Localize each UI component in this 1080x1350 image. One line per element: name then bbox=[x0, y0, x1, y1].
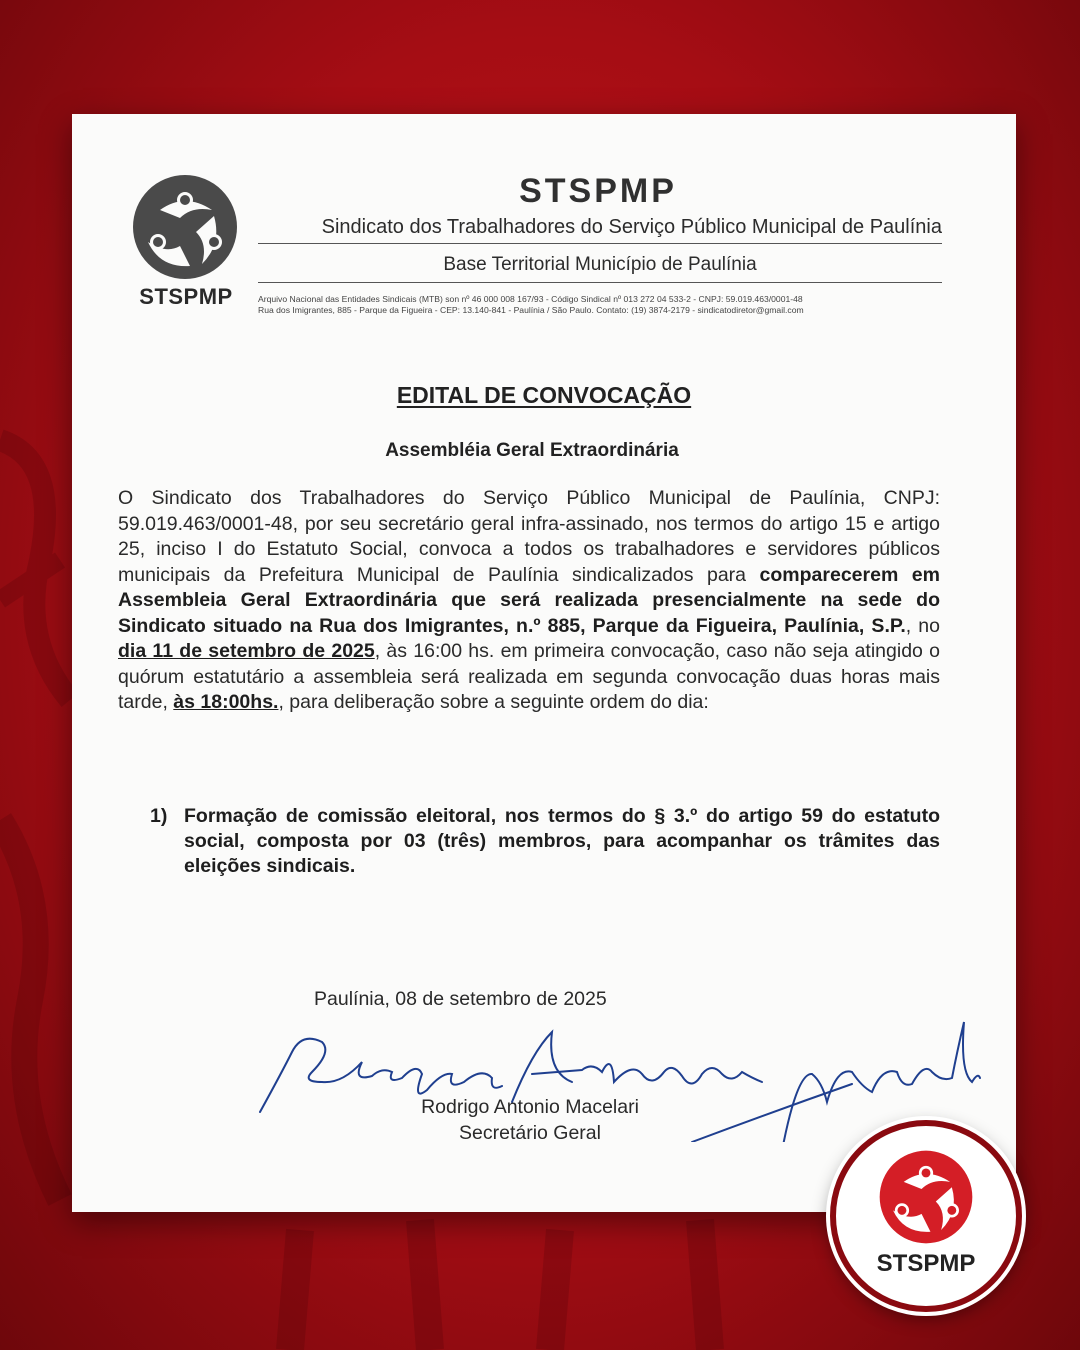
org-acronym: STSPMP bbox=[519, 172, 677, 210]
body-part-7: , para deliberação sobre a seguinte ordem do dia: bbox=[278, 691, 709, 713]
agenda-item-number: 1) bbox=[150, 805, 168, 827]
body-part-3: , no bbox=[905, 614, 940, 637]
document-title: EDITAL DE CONVOCAÇÃO bbox=[396, 382, 692, 408]
org-name: Sindicato dos Trabalhadores do Serviço Público Municipal de Paulínia bbox=[258, 216, 942, 244]
document-title-wrap bbox=[72, 382, 1016, 409]
territorial-base: Base Territorial Município de Paulínia bbox=[258, 254, 942, 283]
convocation-paragraph bbox=[118, 486, 940, 716]
badge-caption: STSPMP bbox=[876, 1250, 976, 1277]
agenda-item-text: Formação de comissão eleitoral, nos termos do § 3.º do artigo 59 do estatuto social, composta por 03 (três) membros, para acompanhar os trâmites das eleições sindicais. bbox=[184, 805, 940, 877]
address-line: Rua dos Imigrantes, 885 - Parque da Figueira - CEP: 13.140-841 - Paulínia / São Paulo. Contato: (19) 3874-2179 - sindicatodiretor@gmail.com bbox=[258, 305, 804, 315]
meeting-date: dia 11 de setembro de 2025 bbox=[118, 640, 375, 662]
document-paper bbox=[72, 114, 1016, 1212]
body-part-2: comparecerem em Assembleia Geral Extraordinária que será realizada presencialmente na sede do Sindicato situado na Rua dos Imigrantes, n.º 885, Parque da Figueira, Paulínia, S.P. bbox=[118, 563, 940, 637]
signatory-role: Secretário Geral bbox=[459, 1122, 601, 1144]
logo-caption: STSPMP bbox=[139, 284, 233, 309]
body-part-1: O Sindicato dos Trabalhadores do Serviço Público Municipal de Paulínia, CNPJ: 59.019.463/0001-48, por seu secretário geral infra-assinado, nos termos do artigo 15 e artigo 25, inciso I do Estatuto Social, convoca a todos os trabalhadores e servidores públicos municipais da Prefeitura Municipal de Paulínia sindicalizados para bbox=[118, 487, 940, 586]
second-call-time: às 18:00hs. bbox=[173, 691, 279, 713]
place-date: Paulínia, 08 de setembro de 2025 bbox=[314, 988, 607, 1010]
agenda-item bbox=[150, 804, 940, 879]
body-part-5: , às 16:00 hs. em primeira convocação, caso não seja atingido o quórum estatutário a assembleia será realizada em segunda convocação duas horas mais tarde, bbox=[118, 640, 940, 713]
union-badge-logo-icon bbox=[877, 1148, 975, 1246]
signatory-name: Rodrigo Antonio Macelari bbox=[421, 1096, 639, 1118]
union-logo-icon bbox=[130, 172, 240, 282]
registry-line: Arquivo Nacional das Entidades Sindicais (MTB) son nº 46 000 008 167/93 - Código Sindical nº 013 272 04 533-2 - CNPJ: 59.019.463/0001-48 bbox=[258, 294, 803, 304]
org-info bbox=[258, 294, 948, 316]
document-subtitle: Assembléia Geral Extraordinária bbox=[385, 440, 679, 461]
union-badge bbox=[830, 1120, 1022, 1312]
